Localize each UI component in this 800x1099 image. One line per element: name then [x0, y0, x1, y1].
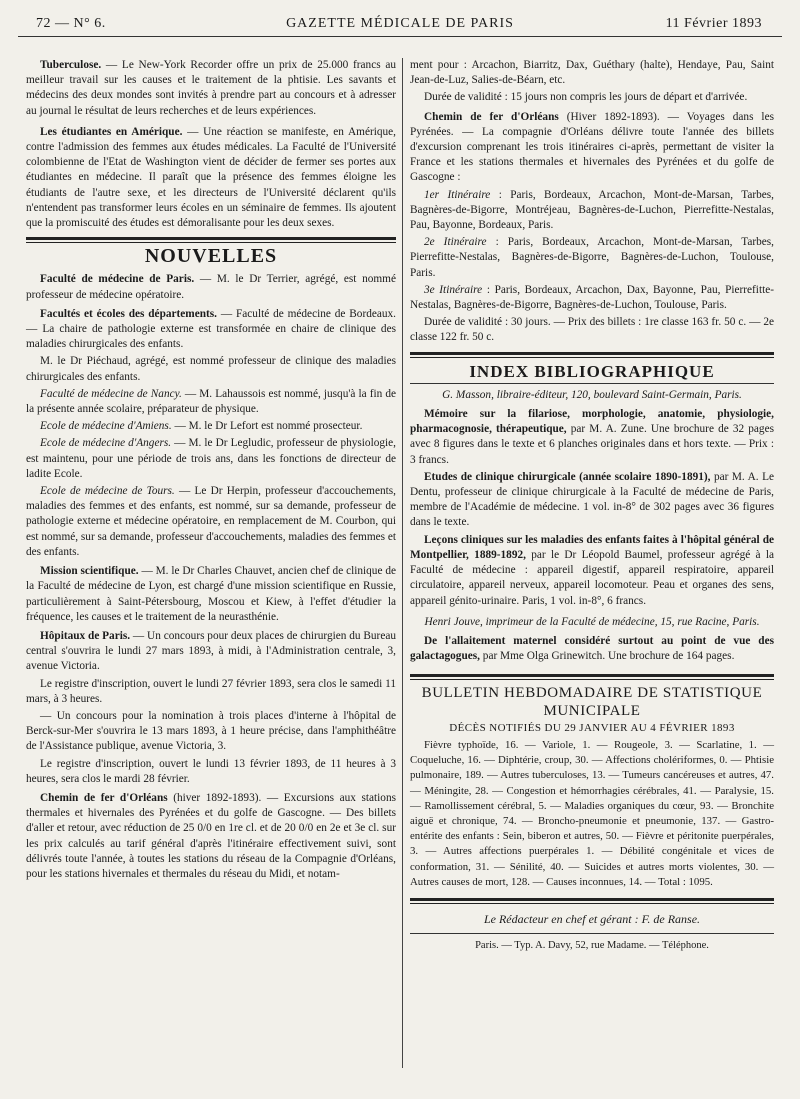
section-divider-thin [410, 933, 774, 934]
editor-signoff: Le Rédacteur en chef et gérant : F. de Ranse. [483, 911, 701, 926]
item-concours-berck: — Un concours pour la nomination à trois places d'interne à l'hôpital de Berck-sur-Mer s'ouvrira le 13 mars 1893, à 1 heure précise, dans l'amphithéâtre de l'Assistance publique, avenue Victoria, 3. [26, 709, 396, 753]
item-title: Tuberculose. [40, 59, 102, 71]
item-orleans: Chemin de fer d'Orléans (hiver 1892-1893). — Excursions aux stations thermales et hivernales des Pyrénées et du golfe de Gascogne. — Des billets d'aller et retour, avec réduction de 25 0/0 en 1re cl. et de 20 0/0 en 2e et 3e cl. sur les prix calculés au tarif général d'après l'itinéraire effectivement suivi, sont délivrés toute l'année, à toutes les stations du réseau de la Compagnie d'Orléans, pour les stations hivernales et thermales du réseau du Midi, et notam- [26, 791, 396, 880]
left-column [26, 58, 396, 884]
column-divider [402, 58, 403, 1068]
item-hopitaux: Hôpitaux de Paris. — Un concours pour deux places de chirurgien du Bureau central s'ouvrira le lundi 27 mars 1893, à midi, à l'Administration centrale, 3, avenue Victoria. [26, 629, 396, 673]
item-itineraire-1: 1er Itinéraire : Paris, Bordeaux, Arcachon, Mont-de-Marsan, Tarbes, Bagnères-de-Bigorre, Montréjeau, Bagnères-de-Luchon, Pierrefitte-Nestalas, Pau, Bayonne, Bordeaux, Paris. [410, 188, 774, 232]
item-mission: Mission scientifique. — M. le Dr Charles Chauvet, ancien chef de clinique de la Faculté de médecine de Lyon, est chargé d'une mission scientifique en Russie, particulièrement à Saint-Pétersbourg, Moscou et Kiew, à l'effet d'étudier la fréquence, les causes et le traitement de la neurasthénie. [26, 565, 396, 623]
section-title-nouvelles: NOUVELLES [144, 245, 278, 268]
item-itineraire-2: 2e Itinéraire : Paris, Bordeaux, Arcachon, Mont-de-Marsan, Tarbes, Pierrefitte-Nestalas, Bagnères-de-Bigorre, Bagnères-de-Luchon, Toulouse, Paris. [410, 236, 774, 279]
section-divider [410, 674, 774, 680]
section-title-index: INDEX BIBLIOGRAPHIQUE [469, 361, 715, 381]
item-amiens: Ecole de médecine d'Amiens. — M. le Dr Lefort est nommé prosecteur. [40, 420, 363, 433]
journal-title: GAZETTE MÉDICALE DE PARIS [286, 16, 514, 31]
right-column [410, 58, 774, 953]
section-divider [410, 352, 774, 358]
imprint-line: Paris. — Typ. A. Davy, 52, rue Madame. — Téléphone. [475, 940, 709, 952]
mortality-stats: Fièvre typhoïde, 16. — Variole, 1. — Rougeole, 3. — Scarlatine, 1. — Coqueluche, 16. — Diphtérie, croup, 30. — Affections cholériformes, 0. — Phtisie pulmonaire, 189. — Autres tuberculoses, 13. — Tumeurs cancéreuses et autres, 47. — Méningite, 28. — Congestion et hémorrhagies cérébrales, 41. — Paralysie, 15. — Ramollissement cérébral, 5. — Maladies organiques du cœur, 93. — Bronchite aiguë et chronique, 74. — Broncho-pneumonie et pneumonie, 137. — Gastro-entérite des enfants : Sein, biberon et autres, 50. — Fièvre et péritonite puerpérales, 3. — Autres affections puerpérales 1. — Débilité congénitale et vices de conformation, 31. — Sénilité, 40. — Suicides et autres morts violentes, 30. — Autres causes de mort, 128. — Causes inconnues, 14. — Total : 1095. [410, 738, 774, 888]
entry-allaitement: De l'allaitement maternel considéré surtout au point de vue des galactagogues, par Mme Olga Grinewitch. Une brochure de 164 pages. [410, 634, 774, 663]
entry-le-dentu: Etudes de clinique chirurgicale (année scolaire 1890-1891), par M. A. Le Dentu, professeur de clinique chirurgicale à la Faculté de médecine de Paris, membre de l'Académie de médecine. 1 vol. in-8° de 302 pages avec 36 figures dans le texte. [410, 470, 774, 529]
issue-date: 11 Février 1893 [665, 16, 762, 31]
printer-line: Henri Jouve, imprimeur de la Faculté de médecine, 15, rue Racine, Paris. [424, 615, 760, 628]
item-title: Les étudiantes en Amérique. [40, 125, 183, 138]
item-validite-2: Durée de validité : 30 jours. — Prix des billets : 1re classe 163 fr. 50 c. — 2e classe 122 fr. 50 c. [410, 316, 774, 344]
item-nancy: Faculté de médecine de Nancy. — M. Lahaussois est nommé, jusqu'à la fin de la présente année scolaire, préparateur de physique. [26, 387, 396, 416]
item-validite-1: Durée de validité : 15 jours non compris les jours de départ et d'arrivée. [424, 91, 748, 104]
item-faculte-paris: Faculté de médecine de Paris. — M. le Dr Terrier, agrégé, est nommé professeur de médecine opératoire. [26, 273, 396, 301]
page-number: 72 — N° 6. [36, 16, 106, 31]
bulletin-subtitle: MUNICIPALE [543, 702, 641, 719]
item-etudiantes: Les étudiantes en Amérique. — Une réaction se manifeste, en Amérique, contre l'admission des femmes aux études médicales. La Faculté de l'Université colombienne de l'Etat de Washington vient de décider de fermer ses portes aux étudiantes en médecine. Il paraît que la présence des femmes éloigne les étudiants de l'autre sexe, et les directeurs de l'Université déclarent qu'ils n'entendent pas transformer leurs écoles en un séminaire de femmes. Ils ajoutent que la promiscuité des études est démoralisante pour les deux sexes. [26, 125, 396, 230]
item-tuberculose: Tuberculose. — Le New-York Recorder offre un prix de 25.000 francs au meilleur travail sur les causes et le traitement de la phtisie. Les savants et médecins des deux mondes sont invités à prendre part au concours et à adresser au journal le résultat de leurs recherches et de leurs expériences. [26, 59, 396, 117]
item-orleans-cont: ment pour : Arcachon, Biarritz, Dax, Guéthary (halte), Hendaye, Pau, Saint Jean-de-Luz, Salies-de-Béarn, etc. [410, 59, 774, 87]
deces-period: DÉCÈS NOTIFIÉS DU 29 JANVIER AU 4 FÉVRIER 1893 [449, 721, 735, 734]
entry-baumel: Leçons cliniques sur les maladies des enfants faites à l'hôpital général de Montpellier, 1889-1892, par le Dr Léopold Baumel, professeur agrégé à la Faculté de médecine : appareil digestif, appareil respiratoire, appareil circulatoire, appareil nerveux, appareil locomoteur. Peau et organes des sens, appareil génito-urinaire. Paris, 1 vol. in-8°, 6 francs. [410, 533, 774, 607]
item-orleans-pyrenees: Chemin de fer d'Orléans (Hiver 1892-1893). — Voyages dans les Pyrénées. — La compagnie d'Orléans délivre toute l'année des billets d'excursion comprenant les trois itinéraires ci-après, permettant de visiter la France et les stations thermales et hivernales des Pyrénées et du golfe de Gascogne : [410, 110, 774, 184]
entry-zune: Mémoire sur la filariose, morphologie, anatomie, physiologie, pharmacognosie, thérapeutique, par M. A. Zune. Une brochure de 32 pages avec 8 figures dans le texte et 6 planches originales dans et hors texte. — Prix : 3 francs. [410, 408, 774, 466]
page-header [18, 14, 782, 37]
item-tours: Ecole de médecine de Tours. — Le Dr Herpin, professeur d'accouchements, maladies des femmes et des enfants, est nommé, sur sa demande, professeur de pathologie externe et médecine opératoire, en remplacement de M. Courbon, qui est nommé, sur sa demande, professeur d'accouchements, maladies des femmes et des enfants. [26, 485, 397, 558]
item-registre-1: Le registre d'inscription, ouvert le lundi 27 février 1893, sera clos le samedi 11 mars, à 3 heures. [26, 677, 396, 705]
item-registre-2: Le registre d'inscription, ouvert le lundi 13 février 1893, de 11 heures à 3 heures, sera clos le mardi 28 février. [26, 757, 396, 785]
section-divider [410, 898, 774, 904]
section-divider [26, 237, 396, 243]
item-itineraire-3: 3e Itinéraire : Paris, Bordeaux, Arcachon, Dax, Bayonne, Pau, Pierrefitte-Nestalas, Bagnères-de-Bigorre, Bagnères-de-Luchon, Toulouse, Paris. [410, 283, 774, 312]
bulletin-title: BULLETIN HEBDOMADAIRE DE STATISTIQUE [421, 685, 763, 702]
section-divider-thin [410, 383, 774, 384]
item-piechaud: M. le Dr Piéchaud, agrégé, est nommé professeur de clinique des maladies chirurgicales des enfants. [26, 355, 396, 383]
item-angers: Ecole de médecine d'Angers. — M. le Dr Legludic, professeur de physiologie, est maintenu, pour une période de trois ans, dans les fonctions de directeur de ladite Ecole. [26, 437, 396, 480]
item-facultes: Facultés et écoles des départements. — Faculté de médecine de Bordeaux. — La chaire de pathologie externe est transformée en chaire de clinique des maladies chirurgicales des enfants. [26, 307, 397, 351]
publisher-line: G. Masson, libraire-éditeur, 120, boulevard Saint-Germain, Paris. [442, 388, 742, 401]
